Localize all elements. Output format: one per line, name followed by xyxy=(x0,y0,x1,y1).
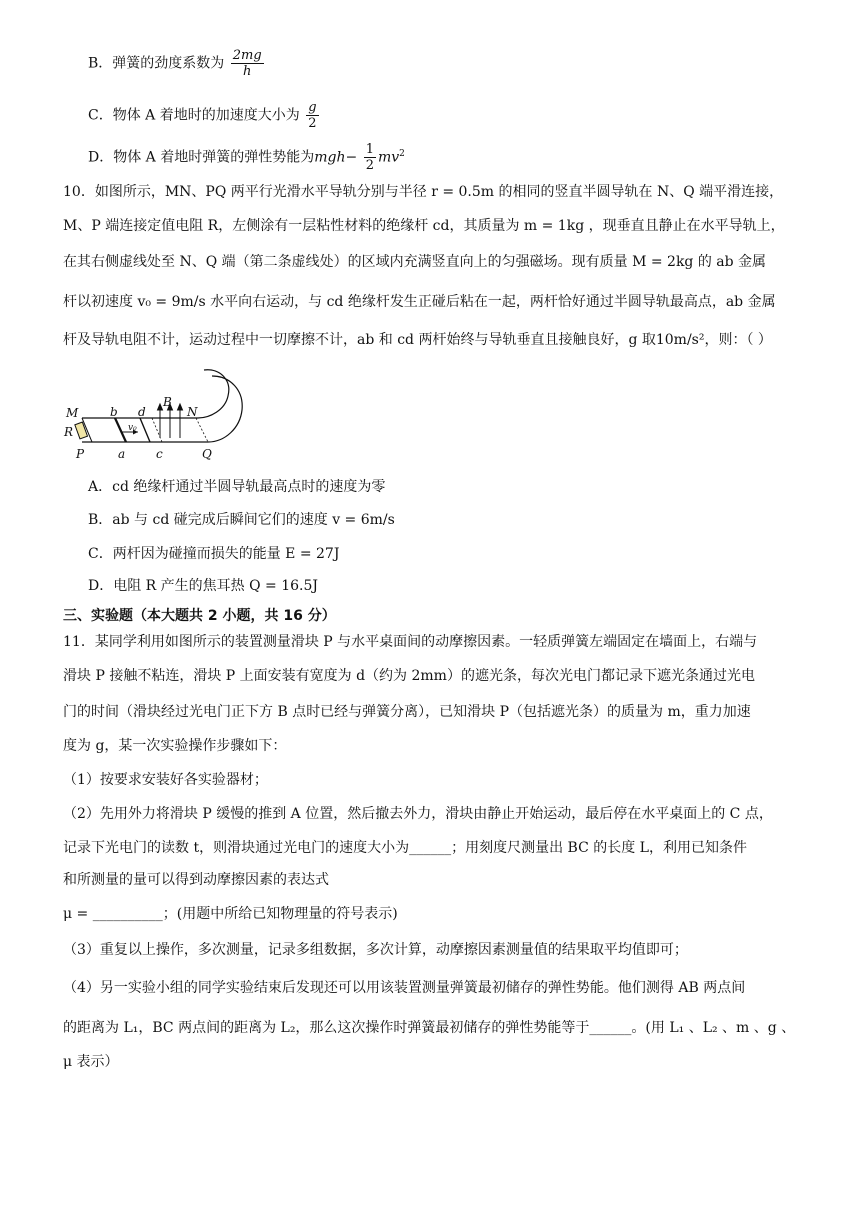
q10-line-3: 在其右侧虚线处至 N、Q 端（第二条虚线处）的区域内充满竖直向上的匀强磁场。现有质量 M = 2kg 的 ab 金属 xyxy=(63,254,767,270)
q10-option-c: C．两杆因为碰撞而损失的能量 E = 27J xyxy=(88,546,340,562)
label-a: a xyxy=(118,447,126,461)
q9-option-c xyxy=(88,100,321,131)
q11-line-2: 滑块 P 接触不粘连，滑块 P 上面安装有宽度为 d（约为 2mm）的遮光条，每次光电门都记录下遮光条通过光电 xyxy=(63,668,755,684)
fraction-denominator: h xyxy=(243,64,252,79)
magnetic-field-arrows xyxy=(158,404,183,438)
q11-step-2d: μ = __________；(用题中所给已知物理量的符号表示) xyxy=(63,906,398,922)
q9-option-c-fraction xyxy=(306,100,318,131)
superscript: 2 xyxy=(399,148,405,159)
rail-circuit-diagram xyxy=(60,366,250,474)
q9-option-d-fraction xyxy=(364,142,376,173)
section-title: 三、实验题（本大题共 2 小题，共 16 分） xyxy=(63,608,336,624)
minus-sign: − xyxy=(345,149,358,166)
q11-step-4b: 的距离为 L₁，BC 两点间的距离为 L₂，那么这次操作时弹簧最初储存的弹性势能等于______。(用 L₁ 、L₂ 、m 、g 、 xyxy=(63,1020,796,1036)
label-v0: v₀ xyxy=(128,423,137,433)
q9-option-b-fraction xyxy=(231,48,264,79)
fraction-numerator: 1 xyxy=(365,142,374,157)
q9-option-d-expr-a: mgh xyxy=(314,149,346,166)
q10-line-1: 10．如图所示，MN、PQ 两平行光滑水平导轨分别与半径 r = 0.5m 的相同的竖直半圆导轨在 N、Q 端平滑连接， xyxy=(63,184,784,200)
q11-step-3: （3）重复以上操作，多次测量，记录多组数据，多次计算，动摩擦因素测量值的结果取平均值即可； xyxy=(63,942,688,958)
label-n: N xyxy=(187,405,198,419)
q10-line-5: 杆及导轨电阻不计，运动过程中一切摩擦不计，ab 和 cd 两杆始终与导轨垂直且接触良好，g 取10m/s²，则：（ ） xyxy=(63,332,772,348)
q9-option-b xyxy=(88,48,266,79)
fraction-denominator: 2 xyxy=(365,158,374,173)
semicircle-track-n xyxy=(198,370,229,418)
q9-option-d xyxy=(88,142,405,173)
rod-cd xyxy=(140,418,150,442)
rod-ab xyxy=(115,418,126,442)
q11-step-2a: （2）先用外力将滑块 P 缓慢的推到 A 位置，然后撤去外力，滑块由静止开始运动，最后停在水平桌面上的 C 点， xyxy=(63,806,773,822)
label-r: R xyxy=(64,425,74,439)
q9-option-d-expr-b: mv xyxy=(377,149,400,166)
q11-step-2b: 记录下光电门的读数 t，则滑块通过光电门的速度大小为______；用刻度尺测量出 BC 的长度 L，利用已知条件 xyxy=(63,840,747,856)
q10-option-d: D．电阻 R 产生的焦耳热 Q = 16.5J xyxy=(88,578,319,594)
q10-option-a: A．cd 绝缘杆通过半圆导轨最高点时的速度为零 xyxy=(88,479,386,495)
q11-line-1: 11．某同学利用如图所示的装置测量滑块 P 与水平桌面间的动摩擦因素。一轻质弹簧左端固定在墙面上，右端与 xyxy=(63,634,758,650)
label-d: d xyxy=(138,405,146,419)
label-q: Q xyxy=(202,447,212,461)
fraction-denominator: 2 xyxy=(308,116,317,131)
q10-line-4: 杆以初速度 v₀ = 9m/s 水平向右运动，与 cd 绝缘杆发生正碰后粘在一起，两杆恰好通过半圆导轨最高点，ab 金属 xyxy=(63,294,776,310)
semicircle-track-q xyxy=(208,376,242,442)
q11-line-3: 门的时间（滑块经过光电门正下方 B 点时已经与弹簧分离），已知滑块 P（包括遮光条）的质量为 m，重力加速 xyxy=(63,704,751,720)
q9-option-c-text: C．物体 A 着地时的加速度大小为 xyxy=(88,107,300,124)
fraction-numerator: 2mg xyxy=(232,48,262,63)
q11-step-4c: μ 表示） xyxy=(63,1054,119,1070)
label-field-b: B xyxy=(163,395,172,409)
resistor-r xyxy=(75,422,88,439)
q10-line-2: M、P 端连接定值电阻 R，左侧涂有一层粘性材料的绝缘杆 cd，其质量为 m = 1kg ，现垂直且静止在水平导轨上， xyxy=(63,218,785,234)
q11-step-1: （1）按要求安装好各实验器材； xyxy=(63,772,268,788)
q11-step-4a: （4）另一实验小组的同学实验结束后发现还可以用该装置测量弹簧最初储存的弹性势能。他们测得 AB 两点间 xyxy=(63,980,746,996)
label-m: M xyxy=(66,406,79,420)
label-c: c xyxy=(156,447,163,461)
q11-step-2c: 和所测量的量可以得到动摩擦因素的表达式 xyxy=(63,872,329,888)
q9-option-d-text: D．物体 A 着地时弹簧的弹性势能为 xyxy=(88,149,315,166)
label-b: b xyxy=(110,405,118,419)
fraction-numerator: g xyxy=(308,100,317,115)
q10-option-b: B．ab 与 cd 碰完成后瞬间它们的速度 v = 6m/s xyxy=(88,512,395,528)
q11-line-4: 度为 g，某一次实验操作步骤如下： xyxy=(63,738,287,754)
q9-option-b-text: B．弹簧的劲度系数为 xyxy=(88,55,225,72)
label-p: P xyxy=(76,447,85,461)
